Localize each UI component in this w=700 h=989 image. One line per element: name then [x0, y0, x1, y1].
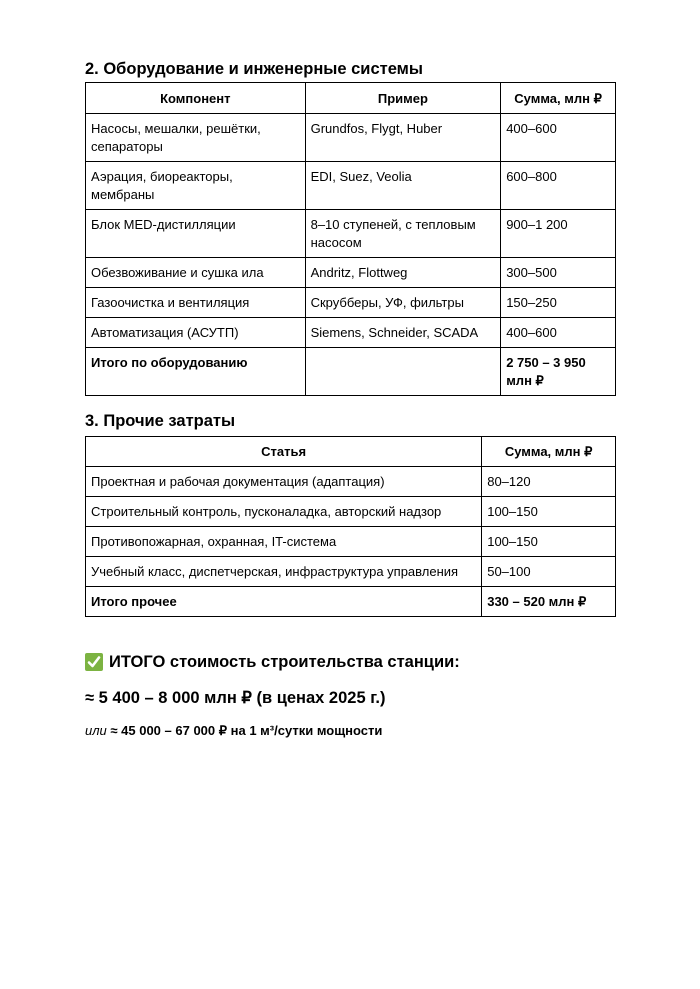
header-example: Пример: [305, 83, 501, 114]
table-row: [86, 497, 616, 527]
cell-amount: 150–250: [501, 288, 616, 318]
cell-item: Учебный класс, диспетчерская, инфраструктура управления: [86, 557, 482, 587]
total-label: Итого прочее: [86, 587, 482, 617]
equipment-table: [85, 82, 616, 396]
table-row: [86, 467, 616, 497]
cell-example: Grundfos, Flygt, Huber: [305, 114, 501, 162]
summary-per-unit: [85, 723, 382, 739]
header-item: Статья: [86, 437, 482, 467]
table-row: [86, 258, 616, 288]
cell-example: Siemens, Schneider, SCADA: [305, 318, 501, 348]
section-2-heading: 2. Оборудование и инженерные системы: [85, 60, 423, 78]
cell-component: Аэрация, биореакторы, мембраны: [86, 162, 306, 210]
cell-amount: 300–500: [501, 258, 616, 288]
total-label: Итого по оборудованию: [86, 348, 306, 396]
cell-amount: 600–800: [501, 162, 616, 210]
cell-item: Проектная и рабочая документация (адаптация): [86, 467, 482, 497]
cell-component: Блок MED-дистилляции: [86, 210, 306, 258]
cell-amount: 900–1 200: [501, 210, 616, 258]
summary-title-text: ИТОГО стоимость строительства станции:: [109, 653, 460, 671]
total-example: [305, 348, 501, 396]
cell-amount: 100–150: [482, 497, 616, 527]
header-amount: Сумма, млн ₽: [501, 83, 616, 114]
header-component: Компонент: [86, 83, 306, 114]
cell-component: Автоматизация (АСУТП): [86, 318, 306, 348]
per-unit-value: ≈ 45 000 – 67 000 ₽ на 1 м³/сутки мощности: [106, 723, 383, 738]
cell-example: EDI, Suez, Veolia: [305, 162, 501, 210]
cell-component: Обезвоживание и сушка ила: [86, 258, 306, 288]
cell-amount: 100–150: [482, 527, 616, 557]
cell-item: Строительный контроль, пусконаладка, авторский надзор: [86, 497, 482, 527]
header-amount: Сумма, млн ₽: [482, 437, 616, 467]
table-row: [86, 288, 616, 318]
table-row: [86, 114, 616, 162]
total-amount: 330 – 520 млн ₽: [482, 587, 616, 617]
table-row: [86, 162, 616, 210]
table-row: [86, 318, 616, 348]
per-unit-prefix: или: [85, 723, 107, 738]
cell-example: Andritz, Flottweg: [305, 258, 501, 288]
cell-amount: 80–120: [482, 467, 616, 497]
cell-amount: 400–600: [501, 318, 616, 348]
summary-total-range: ≈ 5 400 – 8 000 млн ₽ (в ценах 2025 г.): [85, 689, 386, 707]
table-header-row: [86, 437, 616, 467]
cell-example: 8–10 ступеней, с тепловым насосом: [305, 210, 501, 258]
total-amount: 2 750 – 3 950 млн ₽: [501, 348, 616, 396]
cell-component: Насосы, мешалки, решётки, сепараторы: [86, 114, 306, 162]
section-3-heading: 3. Прочие затраты: [85, 412, 236, 430]
cell-item: Противопожарная, охранная, IT-система: [86, 527, 482, 557]
cell-amount: 400–600: [501, 114, 616, 162]
cell-amount: 50–100: [482, 557, 616, 587]
table-header-row: [86, 83, 616, 114]
check-box-icon: [85, 653, 103, 671]
table-row: [86, 557, 616, 587]
table-total-row: [86, 348, 616, 396]
table-row: [86, 210, 616, 258]
table-row: [86, 527, 616, 557]
other-costs-table: [85, 436, 616, 617]
cell-example: Скрубберы, УФ, фильтры: [305, 288, 501, 318]
table-total-row: [86, 587, 616, 617]
summary-heading: [85, 652, 460, 672]
cell-component: Газоочистка и вентиляция: [86, 288, 306, 318]
